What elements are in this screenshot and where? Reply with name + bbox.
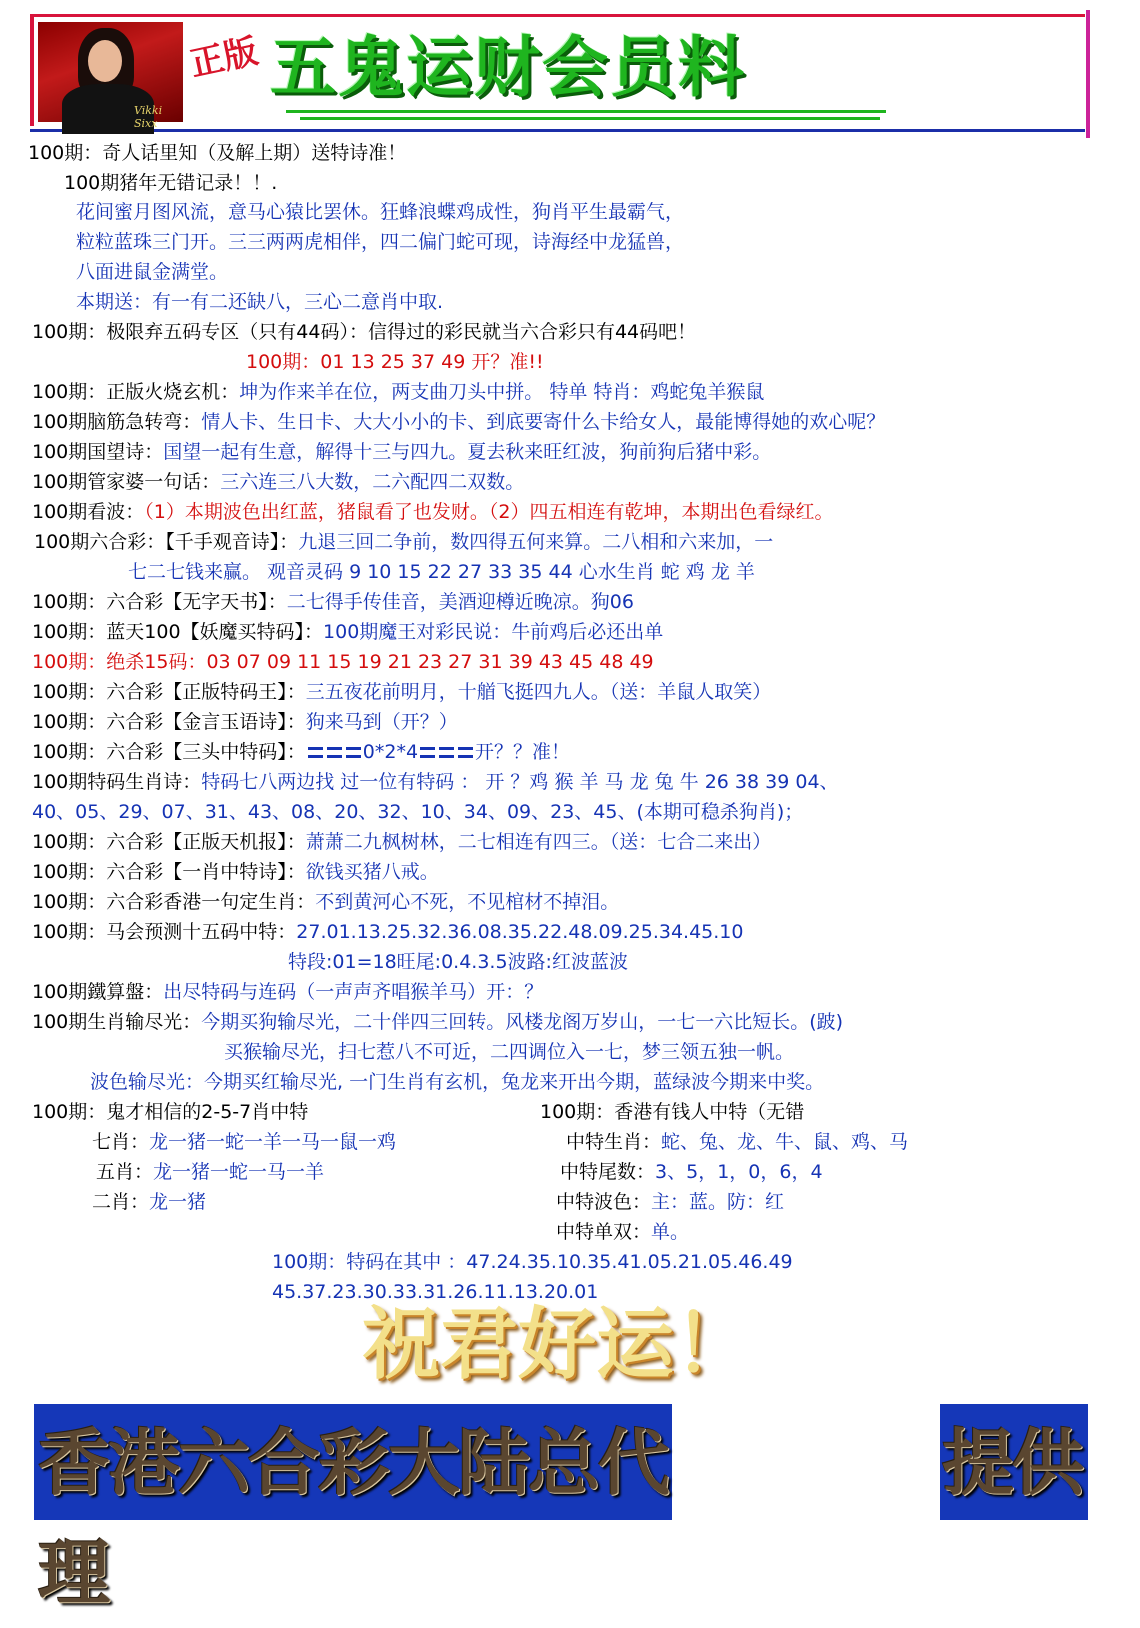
poem-line-2: 粒粒蓝珠三门开。三三两两虎相伴，四二偏门蛇可现，诗海经中龙猛兽， bbox=[76, 231, 685, 253]
left-row-1-value: 龙一猪一蛇一羊一马一鼠一鸡 bbox=[149, 1131, 397, 1153]
line-26-text: 不到黄河心不死，不见棺材不掉泪。 bbox=[315, 891, 620, 913]
line-27-label: 100期：马会预测十五码中特： bbox=[32, 921, 297, 943]
right-block-row-3 bbox=[556, 1189, 784, 1215]
line-21-tail: 开？？准！ bbox=[475, 741, 571, 763]
line-30-text: 今期买狗输尽光，二十伴四三回转。风楼龙阁万岁山，一七一六比短长。(跛) bbox=[201, 1011, 844, 1033]
line-11-text: 国望一起有生意，解得十三与四九。夏去秋来旺红波，狗前狗后猪中彩。 bbox=[163, 441, 772, 463]
line-22 bbox=[32, 769, 839, 795]
left-row-2-value: 龙一猪一蛇一马一羊 bbox=[153, 1161, 325, 1183]
line-20-label: 100期：六合彩【金言玉语诗】： bbox=[32, 711, 306, 733]
left-row-3-value: 龙一猪 bbox=[149, 1191, 207, 1213]
header-left-bar bbox=[30, 14, 34, 126]
symbol-mark bbox=[458, 747, 473, 758]
line-24 bbox=[32, 829, 771, 855]
left-block-row-2 bbox=[96, 1159, 324, 1185]
left-row-2-label: 五肖： bbox=[96, 1161, 154, 1183]
line-22-text: 特码七八两边找 过一位有特码 ： 开 ？鸡 猴 羊 马 龙 兔 牛 26 38 39 04、 bbox=[201, 771, 839, 793]
special-line-1: 100期：特码在其中 ：47.24.35.10.35.41.05.21.05.46.49 bbox=[272, 1251, 793, 1273]
line-10 bbox=[32, 409, 885, 435]
line-9-text: 坤为作来羊在位，两支曲刀头中拼。 特单 特肖：鸡蛇兔羊猴鼠 bbox=[239, 381, 765, 403]
line-32: 波色输尽光：今期买红输尽光, 一门生肖有玄机，兔龙来开出今期，蓝绿波今期来中奖。 bbox=[90, 1071, 825, 1093]
poem-line-4: 本期送：有一有二还缺八，三心二意肖中取. bbox=[76, 291, 444, 313]
portrait-face bbox=[88, 40, 122, 82]
left-block-title: 100期：鬼才相信的2-5-7肖中特 bbox=[32, 1101, 309, 1123]
line-23: 40、05、29、07、31、43、08、20、32、10、34、09、23、45、(本期可稳杀狗肖)； bbox=[32, 801, 804, 823]
line-12 bbox=[32, 469, 524, 495]
right-block-row-4 bbox=[556, 1219, 689, 1245]
line-20-text: 狗来马到（开？） bbox=[305, 711, 458, 733]
line-31: 买猴输尽光，扫七惹八不可近，二四调位入一七，梦三领五独一帆。 bbox=[224, 1041, 795, 1063]
footer-left-text: 香港六合彩大陆总代理 bbox=[38, 1420, 669, 1615]
line-9-label: 100期：正版火烧玄机： bbox=[32, 381, 240, 403]
symbol-mark bbox=[327, 747, 342, 758]
line-30 bbox=[32, 1009, 843, 1035]
line-16-text: 二七得手传佳音，美酒迎樽近晚凉。狗06 bbox=[286, 591, 634, 613]
title-underline bbox=[286, 110, 886, 113]
line-20 bbox=[32, 709, 458, 735]
line-13-text: （1）本期波色出红蓝，猪鼠看了也发财。（2）四五相连有乾坤，本期出色看绿红。 bbox=[144, 501, 834, 523]
symbol-mark bbox=[308, 747, 323, 758]
right-row-4-label: 中特单双： bbox=[556, 1221, 652, 1243]
line-12-text: 三六连三八大数，二六配四二双数。 bbox=[220, 471, 525, 493]
line-18: 100期：绝杀15码：03 07 09 11 15 19 21 23 27 31 39 43 45 48 49 bbox=[32, 651, 654, 673]
line-17 bbox=[32, 619, 663, 645]
footer-banner-left bbox=[34, 1404, 672, 1615]
line-8: 100期：01 13 25 37 49 开？准!! bbox=[246, 351, 544, 373]
line-24-label: 100期：六合彩【正版天机报】： bbox=[32, 831, 306, 853]
line-27 bbox=[32, 919, 744, 945]
right-block-row-2 bbox=[560, 1159, 823, 1185]
line-11 bbox=[32, 439, 771, 465]
line-21-code: 0*2*4 bbox=[362, 741, 419, 763]
blessing-text: 祝君好运！ bbox=[362, 1299, 753, 1390]
right-row-1-value: 蛇、兔、龙、牛、鼠、鸡、马 bbox=[661, 1131, 909, 1153]
line-25-text: 欲钱买猪八戒。 bbox=[305, 861, 439, 883]
line-21-label: 100期：六合彩【三头中特码】： bbox=[32, 741, 306, 763]
symbol-mark bbox=[439, 747, 454, 758]
line-10-text: 情人卡、生日卡、大大小小的卡、到底要寄什么卡给女人，最能博得她的欢心呢？ bbox=[201, 411, 886, 433]
line-1: 100期：奇人话里知（及解上期）送特诗准！ bbox=[28, 142, 407, 164]
line-21 bbox=[32, 739, 570, 765]
right-row-1-label: 中特生肖： bbox=[566, 1131, 662, 1153]
line-7: 100期：极限弃五码专区（只有44码）：信得过的彩民就当六合彩只有44码吧！ bbox=[32, 321, 697, 343]
line-29-text: 出尽特码与连码（一声声齐唱猴羊马）开：？ bbox=[163, 981, 544, 1003]
symbol-mark bbox=[420, 747, 435, 758]
line-22-label: 100期特码生肖诗： bbox=[32, 771, 202, 793]
line-25-label: 100期：六合彩【一肖中特诗】： bbox=[32, 861, 306, 883]
line-11-label: 100期国望诗： bbox=[32, 441, 164, 463]
line-13-label: 100期看波： bbox=[32, 501, 145, 523]
line-2: 100期猪年无错记录！！. bbox=[64, 172, 278, 194]
right-row-4-value: 单。 bbox=[651, 1221, 690, 1243]
line-21-text bbox=[306, 741, 570, 763]
line-14 bbox=[34, 529, 773, 555]
right-block-row-1 bbox=[566, 1129, 908, 1155]
line-12-label: 100期管家婆一句话： bbox=[32, 471, 221, 493]
portrait-signature: Vikki Sixx bbox=[134, 104, 163, 130]
line-29-label: 100期鐵算盤： bbox=[32, 981, 164, 1003]
footer-banner-right bbox=[940, 1404, 1088, 1520]
line-29 bbox=[32, 979, 543, 1005]
line-24-text: 萧萧二九枫树林，二七相连有四三。（送：七合二来出） bbox=[305, 831, 772, 853]
portrait-photo bbox=[38, 22, 183, 130]
line-26-label: 100期：六合彩香港一句定生肖： bbox=[32, 891, 316, 913]
poem-line-3: 八面进鼠金满堂。 bbox=[76, 261, 229, 283]
left-row-1-label: 七肖： bbox=[92, 1131, 150, 1153]
line-25 bbox=[32, 859, 439, 885]
right-row-3-value: 主：蓝。防：红 bbox=[651, 1191, 785, 1213]
line-27-text: 27.01.13.25.32.36.08.35.22.48.09.25.34.45.10 bbox=[296, 921, 744, 943]
right-row-3-label: 中特波色： bbox=[556, 1191, 652, 1213]
left-block-row-1 bbox=[92, 1129, 396, 1155]
title-underline bbox=[300, 117, 880, 120]
right-row-2-label: 中特尾数： bbox=[560, 1161, 656, 1183]
line-16-label: 100期：六合彩【无字天书】： bbox=[32, 591, 287, 613]
line-28: 特段:01=18旺尾:0.4.3.5波路:红波蓝波 bbox=[288, 951, 628, 973]
symbol-mark bbox=[346, 747, 361, 758]
line-14-label: 100期六合彩：【千手观音诗】： bbox=[34, 531, 299, 553]
page-title: 五鬼运财会员料 bbox=[270, 29, 746, 106]
line-19-text: 三五夜花前明月，十艏飞挺四九人。（送：羊鼠人取笑） bbox=[305, 681, 772, 703]
header-right-bar bbox=[1086, 10, 1090, 138]
line-14-text: 九退三回二争前，数四得五何来算。二八相和六来加，一 bbox=[298, 531, 774, 553]
poem-line-1: 花间蜜月图风流，意马心猿比罢休。狂蜂浪蝶鸡成性，狗肖平生最霸气， bbox=[76, 201, 685, 223]
left-row-3-label: 二肖： bbox=[92, 1191, 150, 1213]
line-9 bbox=[32, 379, 764, 405]
line-26 bbox=[32, 889, 619, 915]
right-row-2-value: 3、5，1，0，6，4 bbox=[655, 1161, 823, 1183]
line-30-label: 100期生肖输尽光： bbox=[32, 1011, 202, 1033]
line-17-text: 100期魔王对彩民说：牛前鸡后必还出单 bbox=[323, 621, 664, 643]
line-19 bbox=[32, 679, 771, 705]
line-16 bbox=[32, 589, 634, 615]
line-17-label: 100期：蓝天100【妖魔买特码】： bbox=[32, 621, 324, 643]
line-19-label: 100期：六合彩【正版特码王】： bbox=[32, 681, 306, 703]
footer-right-text: 提供 bbox=[942, 1420, 1083, 1505]
line-15: 七二七钱来赢。 观音灵码 9 10 15 22 27 33 35 44 心水生肖 蛇 鸡 龙 羊 bbox=[128, 561, 755, 583]
special-line-2: 45.37.23.30.33.31.26.11.13.20.01 bbox=[272, 1281, 599, 1303]
left-block-row-3 bbox=[92, 1189, 206, 1215]
line-13 bbox=[32, 499, 833, 525]
right-block-title: 100期：香港有钱人中特（无错 bbox=[540, 1101, 805, 1123]
line-10-label: 100期脑筋急转弯： bbox=[32, 411, 202, 433]
zhengban-badge: 正版 bbox=[186, 31, 262, 85]
